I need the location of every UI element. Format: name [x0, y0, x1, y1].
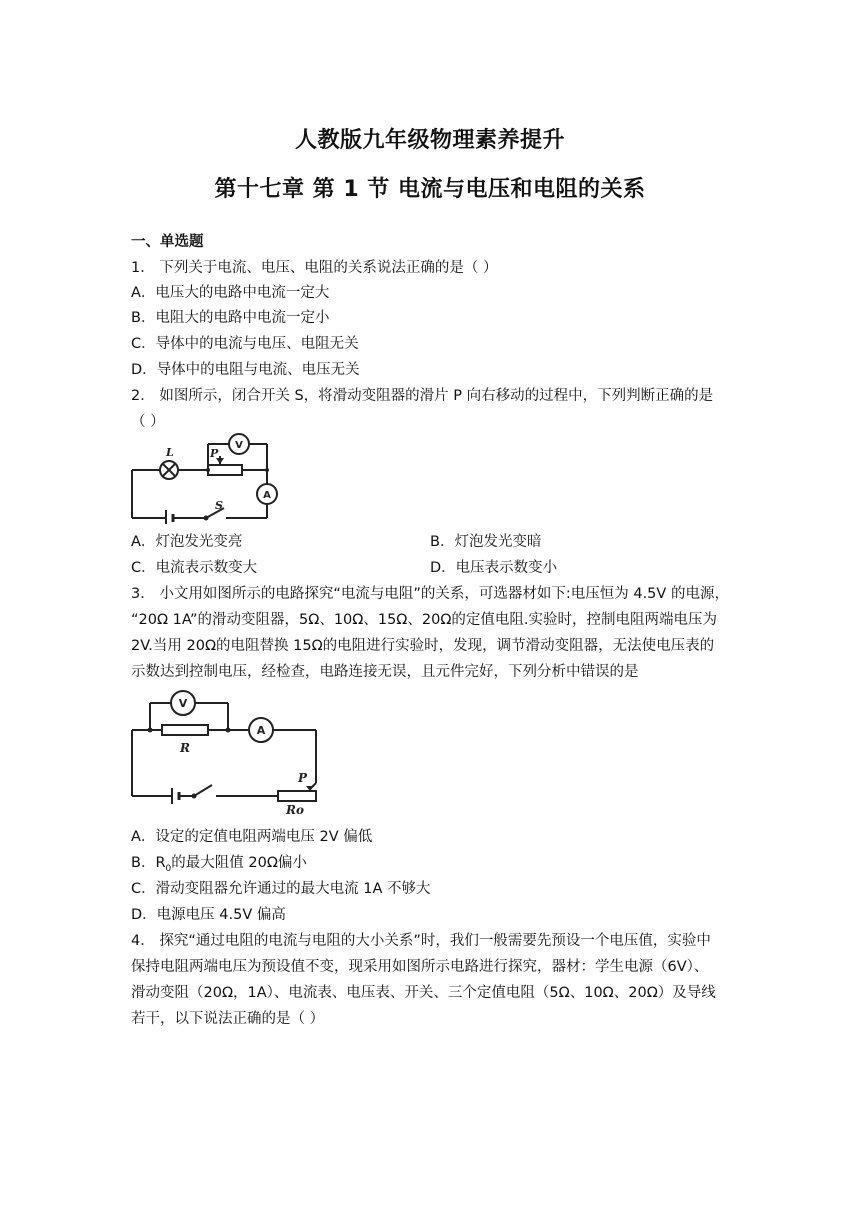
- question-2-stem: 2． 如图所示，闭合开关 S，将滑动变阻器的滑片 P 向右移动的过程中，下列判断正确的是: [131, 388, 714, 404]
- q3-ammeter-label: A: [256, 724, 266, 737]
- q3-option-b-prefix: B．R: [131, 855, 166, 871]
- q3-option-b-subscript: 0: [165, 863, 172, 874]
- q3-voltmeter-label: V: [178, 697, 188, 710]
- question-3-stem-1: 3． 小文用如图所示的电路探究“电流与电阻”的关系，可选器材如下:电压恒为 4.5V 的电源，: [131, 586, 729, 602]
- switch-label: S: [215, 499, 223, 512]
- question-3-option-b: [131, 851, 307, 874]
- q3-resistor-symbol: [162, 725, 208, 735]
- ammeter-label: A: [263, 490, 271, 501]
- question-3-stem-2: “20Ω 1A”的滑动变阻器，5Ω、10Ω、15Ω、20Ω的定值电阻.实验时，控制电阻两端电压为: [131, 612, 718, 628]
- question-2-circuit-diagram: [128, 432, 278, 524]
- question-3-circuit-diagram: [128, 686, 324, 814]
- question-2-option-d: D．电压表示数变小: [430, 560, 558, 576]
- q3-option-b-text: 的最大阻值 20Ω偏小: [171, 855, 307, 871]
- question-4-stem-1: 4． 探究“通过电阻的电流与电阻的大小关系”时，我们一般需要先预设一个电压值，实验中: [131, 933, 711, 949]
- question-4-stem-3: 滑动变阻（20Ω，1A）、电流表、电压表、开关、三个定值电阻（5Ω、10Ω、20Ω）及导线: [131, 985, 716, 1001]
- section-heading: 一、单选题: [131, 234, 204, 250]
- question-1-option-a: A．电压大的电路中电流一定大: [131, 285, 330, 301]
- question-3-option-c: C．滑动变阻器允许通过的最大电流 1A 不够大: [131, 881, 431, 897]
- question-4-stem-4: 若干，以下说法正确的是（ ）: [131, 1011, 325, 1027]
- rheostat-symbol: [208, 465, 242, 475]
- question-3-option-a: A．设定的定值电阻两端电压 2V 偏低: [131, 829, 373, 845]
- question-3-stem-3: 2V.当用 20Ω的电阻替换 15Ω的电阻进行实验时，发现，调节滑动变阻器，无法使电压表的: [131, 638, 715, 654]
- lamp-label: L: [166, 446, 174, 459]
- question-2-option-c: C．电流表示数变大: [131, 560, 258, 576]
- question-2-option-a: A．灯泡发光变亮: [131, 534, 243, 550]
- question-1-stem: 1． 下列关于电流、电压、电阻的关系说法正确的是（ ）: [131, 260, 498, 276]
- q3-slider-label: P: [298, 771, 308, 785]
- document-title: 人教版九年级物理素养提升: [294, 128, 565, 153]
- voltmeter-label: V: [235, 440, 243, 451]
- question-1-option-d: D．导体中的电阻与电流、电压无关: [131, 362, 360, 378]
- question-2-stem-cont: （ ）: [131, 414, 165, 430]
- q3-rheostat-label: Ro: [286, 803, 304, 814]
- slider-label: P: [210, 447, 219, 460]
- question-4-stem-2: 保持电阻两端电压为预设值不变，现采用如图所示电路进行探究，器材：学生电源（6V）、: [131, 959, 709, 975]
- question-3-stem-4: 示数达到控制电压，经检查，电路连接无误，且元件完好，下列分析中错误的是: [131, 664, 639, 680]
- question-3-option-d: D．电源电压 4.5V 偏高: [131, 907, 286, 923]
- question-1-option-b: B．电阻大的电路中电流一定小: [131, 310, 330, 326]
- chapter-title: 第十七章 第 1 节 电流与电压和电阻的关系: [214, 177, 646, 202]
- question-2-option-b: B．灯泡发光变暗: [430, 534, 542, 550]
- q3-resistor-label: R: [180, 741, 190, 755]
- question-1-option-c: C．导体中的电流与电压、电阻无关: [131, 336, 359, 352]
- q3-rheostat-symbol: [278, 791, 316, 801]
